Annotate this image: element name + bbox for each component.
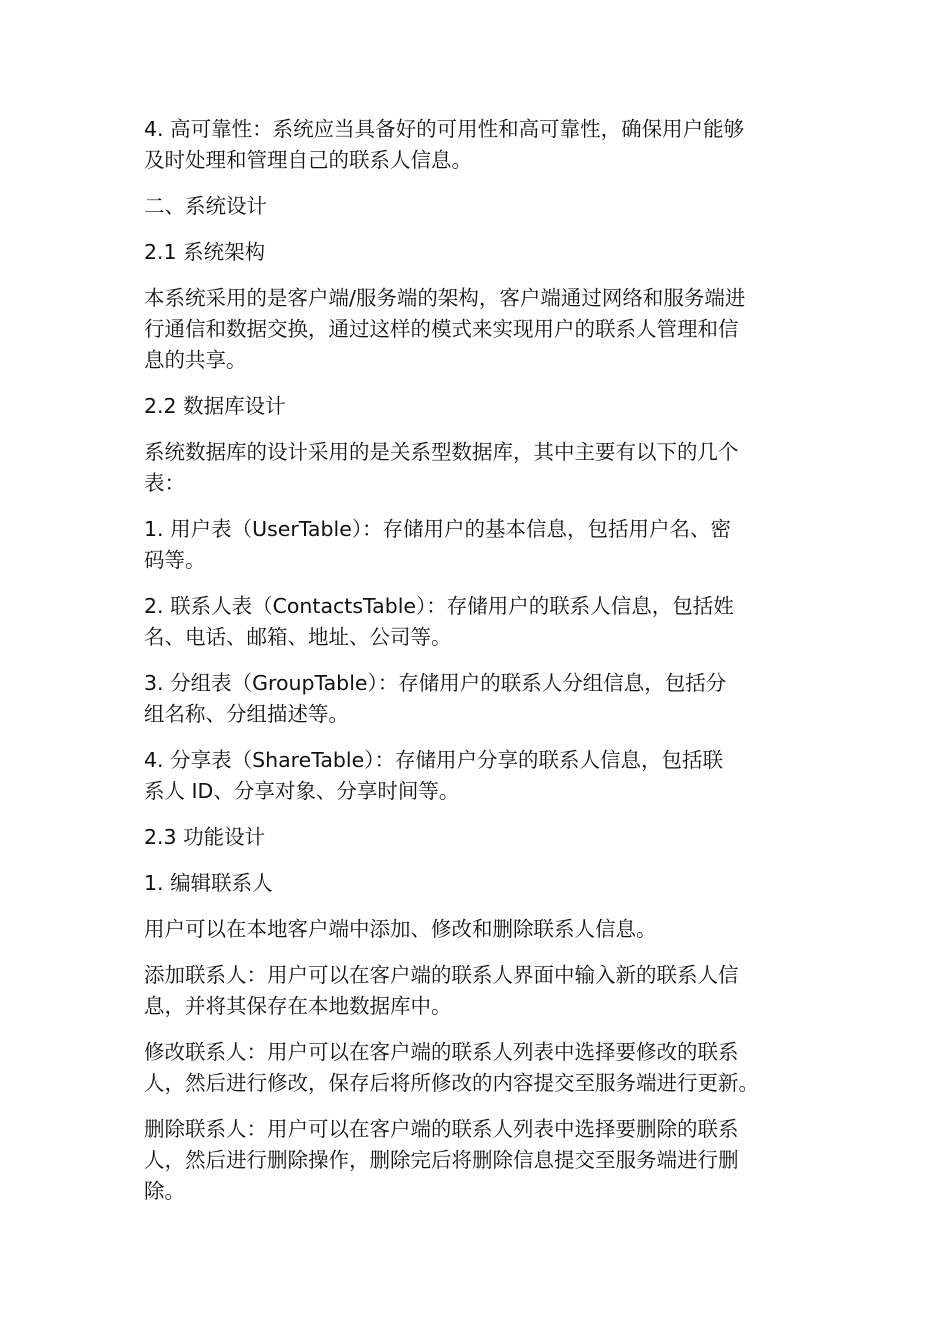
paragraph-contacts-table: [144, 591, 814, 653]
paragraph-edit-intro: [144, 914, 814, 945]
paragraph-delete-contact: [144, 1114, 814, 1207]
text-line: 2.2 数据库设计: [144, 394, 286, 418]
paragraph-share-table: [144, 745, 814, 807]
text-line: 2.3 功能设计: [144, 825, 266, 849]
text-line: 人，然后进行修改，保存后将所修改的内容提交至服务端进行更新。: [144, 1071, 759, 1095]
document-page: [144, 114, 814, 1222]
text-line: 码等。: [144, 548, 206, 572]
heading-edit-contacts: [144, 868, 814, 899]
text-line: 1. 用户表（UserTable）：存储用户的基本信息，包括用户名、密: [144, 517, 732, 541]
paragraph-add-contact: [144, 960, 814, 1022]
paragraph-architecture: [144, 283, 814, 376]
paragraph-user-table: [144, 514, 814, 576]
text-line: 息，并将其保存在本地数据库中。: [144, 994, 452, 1018]
text-line: 4. 分享表（ShareTable）：存储用户分享的联系人信息，包括联: [144, 748, 723, 772]
paragraph-high-reliability: [144, 114, 814, 176]
text-line: 息的共享。: [144, 348, 247, 372]
text-line: 名、电话、邮箱、地址、公司等。: [144, 625, 452, 649]
heading-function-design: [144, 822, 814, 853]
heading-database-design: [144, 391, 814, 422]
heading-system-architecture: [144, 237, 814, 268]
text-line: 及时处理和管理自己的联系人信息。: [144, 148, 472, 172]
text-line: 3. 分组表（GroupTable）：存储用户的联系人分组信息，包括分: [144, 671, 727, 695]
text-line: 4. 高可靠性：系统应当具备好的可用性和高可靠性，确保用户能够: [144, 117, 745, 141]
text-line: 系统数据库的设计采用的是关系型数据库，其中主要有以下的几个: [144, 440, 739, 464]
text-line: 用户可以在本地客户端中添加、修改和删除联系人信息。: [144, 917, 657, 941]
paragraph-group-table: [144, 668, 814, 730]
text-line: 1. 编辑联系人: [144, 871, 273, 895]
text-line: 修改联系人：用户可以在客户端的联系人列表中选择要修改的联系: [144, 1040, 739, 1064]
text-line: 本系统采用的是客户端/服务端的架构，客户端通过网络和服务端进: [144, 286, 746, 310]
text-line: 2.1 系统架构: [144, 240, 266, 264]
text-line: 添加联系人：用户可以在客户端的联系人界面中输入新的联系人信: [144, 963, 739, 987]
text-line: 除。: [144, 1179, 185, 1203]
text-line: 2. 联系人表（ContactsTable）：存储用户的联系人信息，包括姓: [144, 594, 734, 618]
text-line: 系人 ID、分享对象、分享时间等。: [144, 779, 460, 803]
text-line: 二、系统设计: [144, 194, 267, 218]
text-line: 人，然后进行删除操作，删除完后将删除信息提交至服务端进行删: [144, 1148, 739, 1172]
paragraph-database-intro: [144, 437, 814, 499]
heading-system-design: [144, 191, 814, 222]
text-line: 表：: [144, 471, 185, 495]
text-line: 组名称、分组描述等。: [144, 702, 349, 726]
paragraph-modify-contact: [144, 1037, 814, 1099]
text-line: 行通信和数据交换，通过这样的模式来实现用户的联系人管理和信: [144, 317, 739, 341]
text-line: 删除联系人：用户可以在客户端的联系人列表中选择要删除的联系: [144, 1117, 739, 1141]
